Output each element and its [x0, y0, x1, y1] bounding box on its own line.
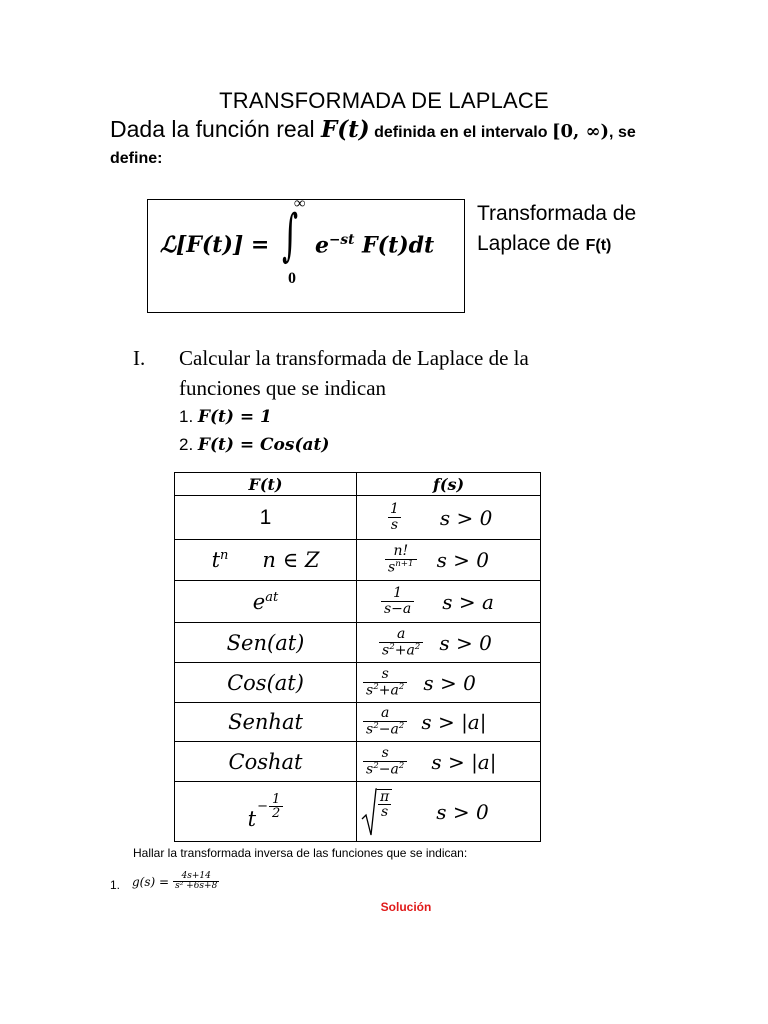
table-row: [175, 663, 541, 703]
section-item-1: [179, 407, 272, 427]
condition: s > 0: [439, 630, 492, 655]
table-cell-fs: [357, 742, 541, 782]
table-cell-ft: 1: [175, 496, 357, 540]
condition: s > |a|: [431, 749, 497, 774]
section-heading-line-2: funciones que se indican: [179, 376, 387, 400]
table-header-fs: f(s): [357, 473, 541, 496]
condition: s > a: [442, 589, 494, 614]
table-row: [175, 623, 541, 663]
laplace-table: [174, 472, 541, 842]
integrand-exponent: −st: [329, 232, 355, 248]
table-cell-fs: [357, 703, 541, 742]
integral-upper-limit: ∞: [294, 195, 306, 212]
fraction: $\frac{n!}{s^{n+1}}$: [385, 544, 417, 575]
fraction: $\frac{a}{s^2-a^2}$: [363, 706, 407, 737]
fraction: $\frac{1}{s}$: [387, 502, 402, 532]
section-numeral: I.: [133, 346, 146, 370]
section-heading-line-1: Calcular la transformada de Laplace de la: [179, 346, 529, 370]
integral-lower-limit: 0: [288, 270, 296, 287]
table-cell-ft: $e^{at}$: [175, 581, 357, 623]
item-expression: F(t) = Cos(at): [197, 435, 330, 455]
integral-sign: ∫: [282, 203, 299, 268]
exercise-fraction: $\frac{4s+14}{\text{s² +6s+8}}$: [175, 871, 218, 892]
formula-label-line-1: Transformada de: [477, 202, 637, 225]
intro-text-1: Dada la función real: [110, 116, 321, 142]
formula-label-line-2: [477, 232, 611, 256]
solution-label: Solución: [380, 900, 432, 914]
page-title: TRANSFORMADA DE LAPLACE: [219, 88, 549, 113]
table-cell-fs: [357, 782, 541, 842]
square-root: $\frac{\pi}{s}$: [361, 787, 392, 837]
intro-line-2: define:: [110, 150, 163, 167]
table-row: [175, 540, 541, 581]
exercise-instruction: Hallar la transformada inversa de las funciones que se indican:: [133, 846, 468, 860]
intro-text-3: , se: [609, 124, 636, 141]
integrand-rest: F(t)dt: [354, 232, 435, 259]
table-cell-ft: Senhat: [175, 703, 357, 742]
fraction: $\frac{s}{s^2-a^2}$: [363, 746, 407, 777]
exercise-expression: g(s) = $\frac{4s+14}{\text{s² +6s+8}}$: [132, 871, 218, 892]
item-number: 2.: [179, 435, 194, 454]
section-item-2: [179, 435, 329, 455]
intro-text-2: definida en el intervalo: [369, 124, 552, 141]
exercise-number: 1.: [110, 878, 121, 892]
table-row: [175, 581, 541, 623]
intro-interval: [0, ∞): [551, 121, 610, 142]
table-cell-fs: [357, 663, 541, 703]
table-header-ft: F(t): [175, 473, 357, 496]
table-cell-fs: [357, 540, 541, 581]
table-row: [175, 496, 541, 540]
fraction: $\frac{s}{s^2+a^2}$: [363, 667, 407, 698]
table-cell-fs: [357, 496, 541, 540]
table-cell-fs: [357, 581, 541, 623]
intro-function: F(t): [320, 116, 370, 143]
table-row: [175, 742, 541, 782]
table-cell-ft: Sen(at): [175, 623, 357, 663]
table-cell-ft: t − $\frac{1}{2}$: [175, 782, 357, 842]
condition: s > 0: [439, 505, 493, 530]
table-cell-fs: [357, 623, 541, 663]
item-number: 1.: [179, 407, 194, 426]
condition: s > 0: [436, 548, 490, 572]
fraction: $\frac{1}{s-a}$: [381, 586, 414, 616]
fraction: $\frac{a}{s^2+a^2}$: [379, 627, 423, 658]
table-header-row: [175, 473, 541, 496]
condition: s > 0: [436, 799, 489, 824]
radical-sign-icon: [361, 787, 377, 837]
table-cell-ft: $t^n$ n ∈ Z: [175, 540, 357, 581]
condition: s > |a|: [421, 710, 487, 734]
formula-label-ft: F(t): [585, 237, 612, 254]
item-expression: F(t) = 1: [197, 407, 272, 427]
formula-integrand: [315, 232, 434, 258]
table-cell-ft: Coshat: [175, 742, 357, 782]
condition: s > 0: [423, 670, 476, 695]
formula-label-text: Laplace de: [477, 232, 586, 255]
table-cell-ft: Cos(at): [175, 663, 357, 703]
formula-lhs: ℒ[F(t)] =: [160, 232, 270, 258]
intro-line-1: [110, 116, 636, 143]
table-row: [175, 703, 541, 742]
table-row: [175, 782, 541, 842]
integrand-base: e: [315, 232, 329, 259]
